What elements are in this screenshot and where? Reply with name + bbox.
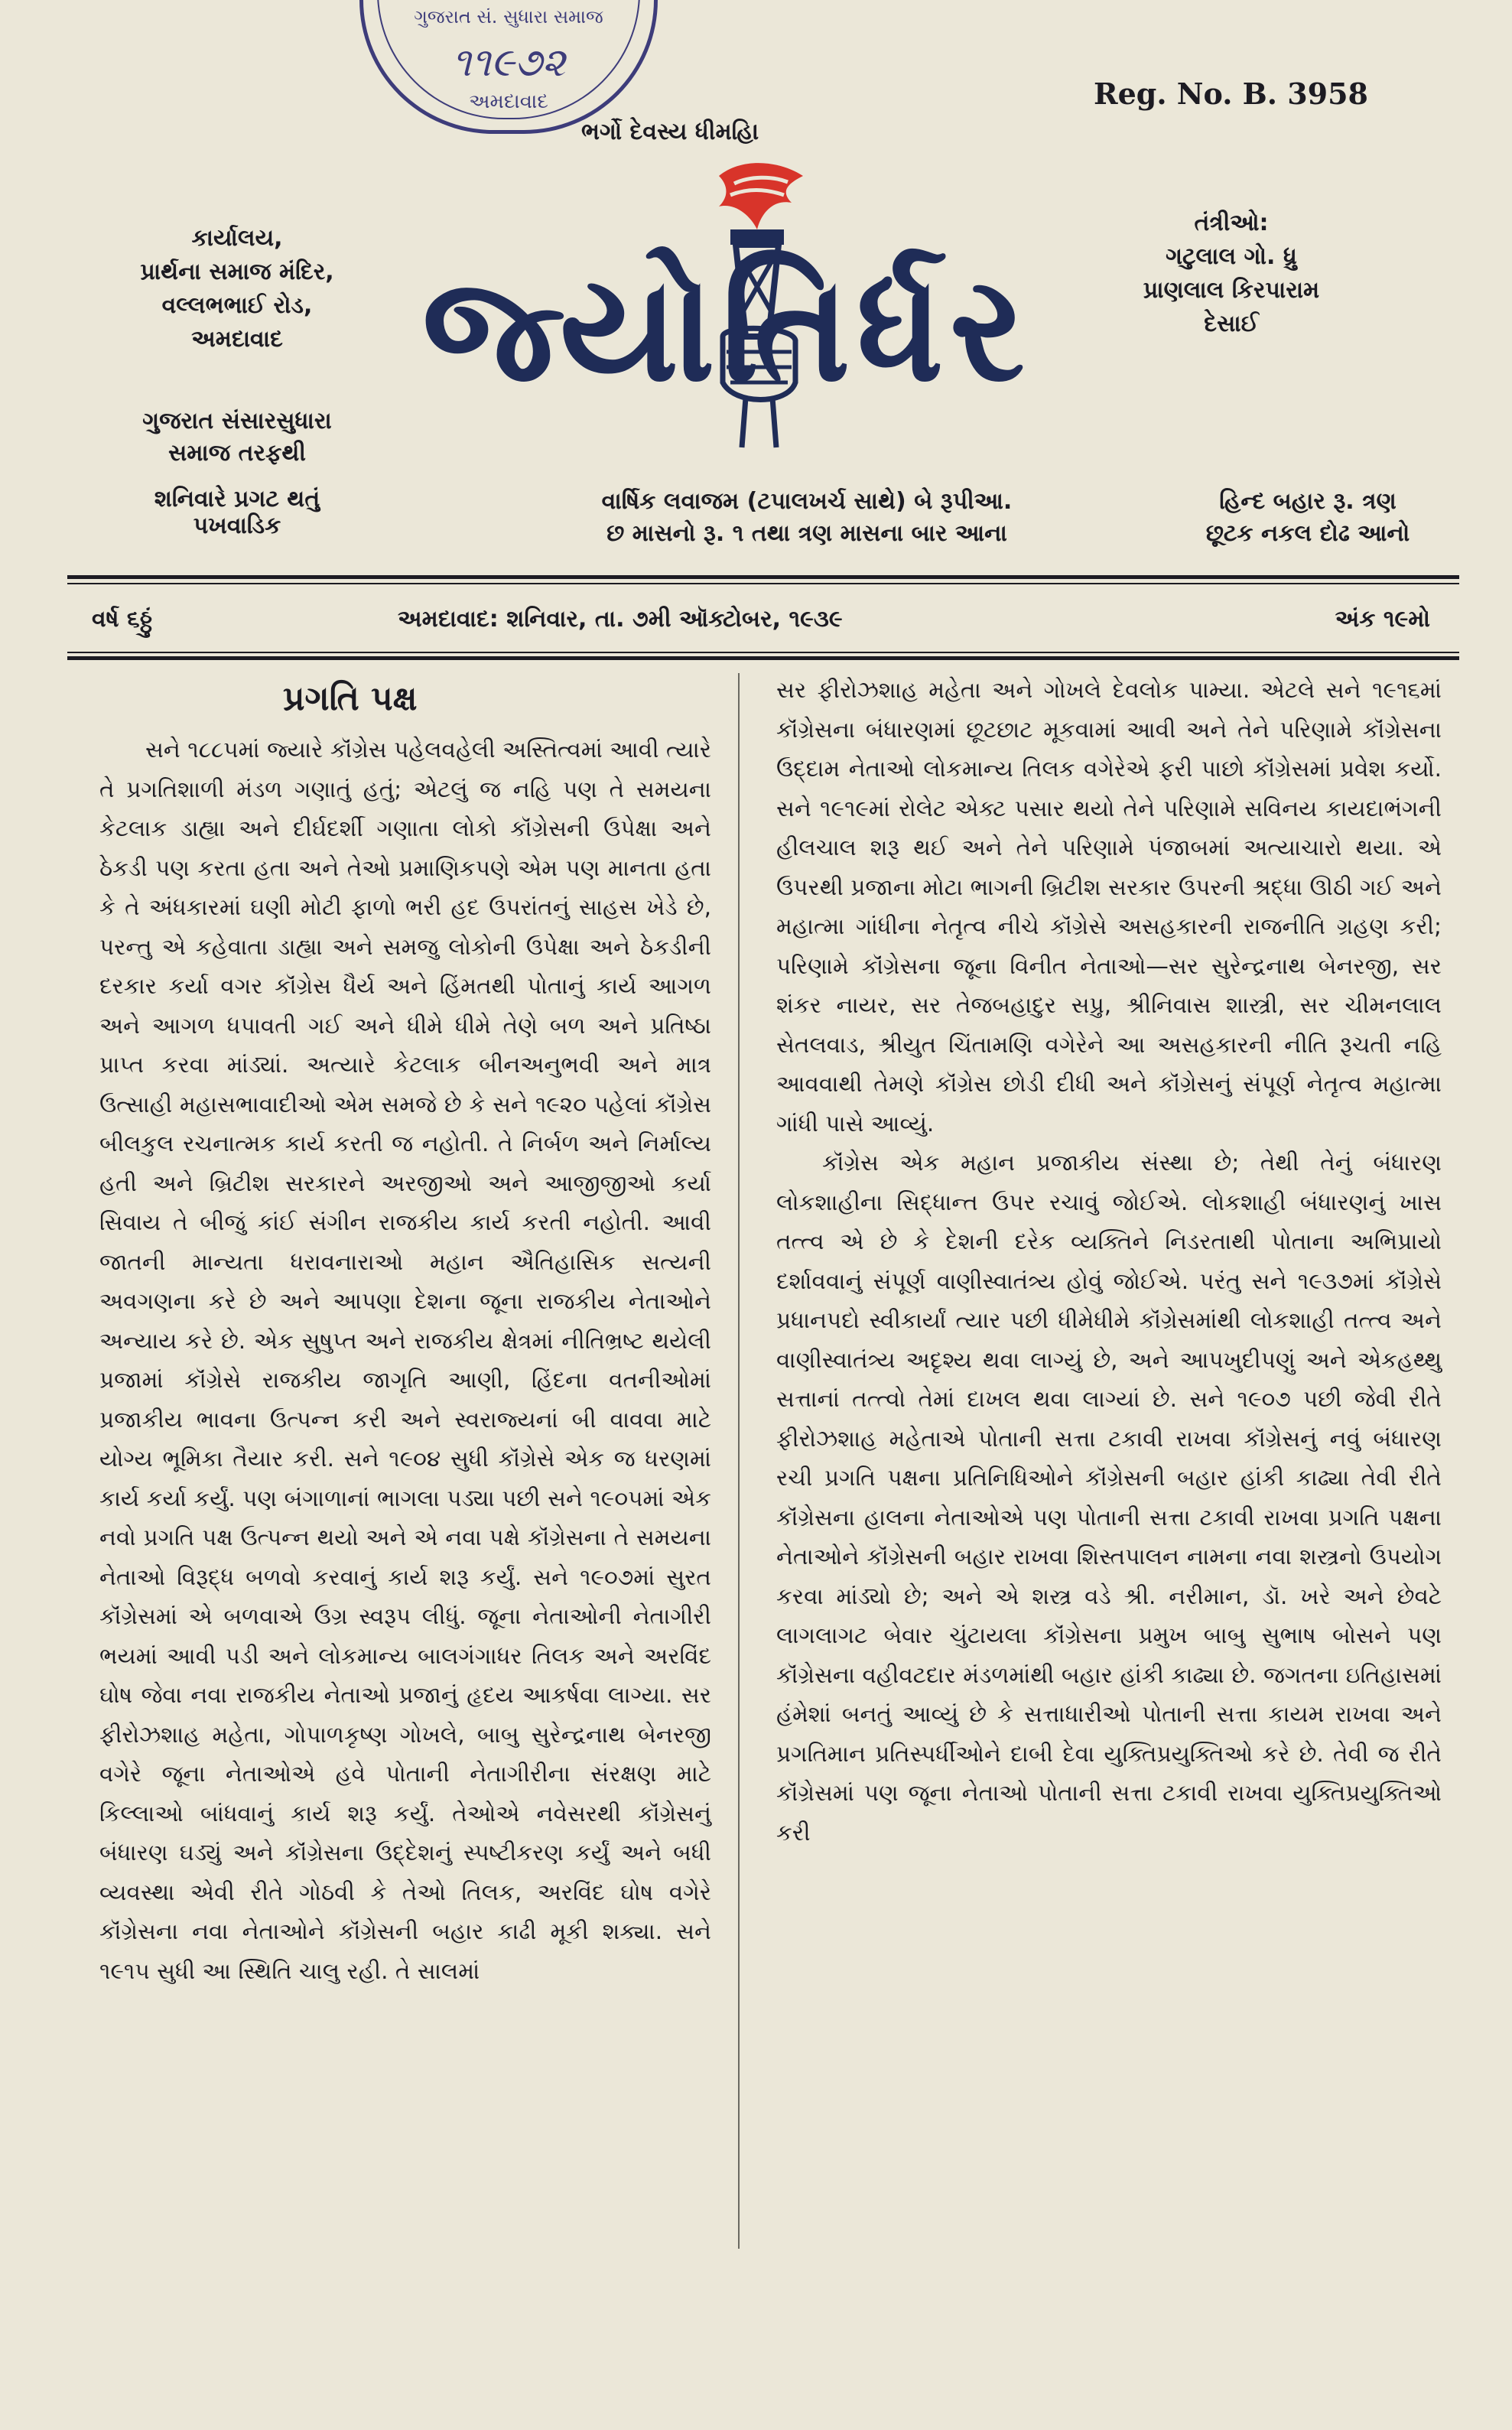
article-column-1 [99,730,711,1991]
library-stamp [359,0,658,134]
dateline-rule [67,656,1459,660]
stamp-top-text: ગુજરાત સં. સુધારા સમાજ [414,6,603,28]
newspaper-title: જ્યોતિર્ધર [421,245,1031,414]
office-address: કાર્યાલય, પ્રાર્થના સમાજ મંદિર, વલ્લભભાઈ રોડ, અમદાવાદ [140,225,334,353]
dateline-rule-thin [67,652,1459,653]
editors: તંત્રીઓ: ગટુલાલ ગો. ધ્રુ પ્રાણલાલ કિરપારામ દેસાઈ [1143,210,1320,337]
issue-date: અમદાવાદ: શનિવાર, તા. ૭મી ઑક્ટોબર, ૧૯૩૯ [398,606,843,633]
article-paragraph: સર ફીરોઝશાહ મહેતા અને ગોખલે દેવલોક પામ્યા. એટલે સને ૧૯૧૬માં કૉંગ્રેસના બંધારણમાં છૂટછાટ મૂકવામાં આવી અને તેને પરિણામે કૉંગ્રેસના ઉદ્દામ નેતાઓ લોકમાન્ય તિલક વગેરેએ ફરી પાછો કૉંગ્રેસમાં પ્રવેશ કર્યો. સને ૧૯૧૯માં રોલેટ એક્ટ પસાર થયો તેને પરિણામે સવિનય કાયદાભંગની હીલચાલ શરૂ થઈ અને તેને પરિણામે પંજાબમાં અત્યાચારો થયા. એ ઉપરથી પ્રજાના મોટા ભાગની બ્રિટીશ સરકાર ઉપરની શ્રદ્ધા ઊઠી ગઈ અને મહાત્મા ગાંધીના નેતૃત્વ નીચે કૉંગ્રેસે અસહકારની રાજનીતિ ગ્રહણ કરી; પરિણામે કૉંગ્રેસના જૂના વિનીત નેતાઓ—સર સુરેન્દ્રનાથ બેનરજી, સર શંકર નાયર, સર તેજબહાદુર સપ્રુ, શ્રીનિવાસ શાસ્ત્રી, સર ચીમનલાલ સેતલવાડ, શ્રીયુત ચિંતામણિ વગેરેને આ અસહકારની નીતિ રૂચતી નહિ આવવાથી તેમણે કૉંગ્રેસ છોડી દીધી અને કૉંગ્રેસનું સંપૂર્ણ નેતૃત્વ મહાત્મા ગાંધી પાસે આવ્યું. [776,677,1442,1137]
subscription-rates: વાર્ષિક લવાજમ (ટપાલખર્ચ સાથે) બે રૂપીઆ. છ માસનો રૂ. ૧ તથા ત્રણ માસના બાર આના [601,488,1013,547]
column-divider [738,673,740,2249]
article-column-2 [776,671,1442,1853]
article-title: પ્રગતિ પક્ષ [283,679,418,718]
article-paragraph: કૉંગ્રેસ એક મહાન પ્રજાકીય સંસ્થા છે; તેથી તેનું બંધારણ લોકશાહીના સિદ્ધાન્ત ઉપર રચાવું જોઈએ. લોકશાહી બંધારણનું ખાસ તત્ત્વ એ છે કે દેશની દરેક વ્યક્તિને નિડરતાથી પોતાના અભિપ્રાયો દર્શાવવાનું સંપૂર્ણ વાણીસ્વાતંત્ર્ય હોવું જોઈએ. પરંતુ સને ૧૯૩૭માં કૉંગ્રેસે પ્રધાનપદો સ્વીકાર્યાં ત્યાર પછી ધીમેધીમે કૉંગ્રેસમાંથી લોકશાહી તત્ત્વ અને વાણીસ્વાતંત્ર્ય અદૃશ્ય થવા લાગ્યું છે, અને આપખુદીપણું અને એકહથ્થુ સત્તાનાં તત્ત્વો તેમાં દાખલ થવા લાગ્યાં છે. સને ૧૯૦૭ પછી જેવી રીતે ફીરોઝશાહ મહેતાએ પોતાની સત્તા ટકાવી રાખવા કૉંગ્રેસનું નવું બંધારણ રચી પ્રગતિ પક્ષના પ્રતિનિધિઓને કૉંગ્રેસની બહાર હાંકી કાઢ્યા તેવી રીતે કૉંગ્રેસના હાલના નેતાઓએ પણ પોતાની સત્તા ટકાવી રાખવા પ્રગતિ પક્ષના નેતાઓને કૉંગ્રેસની બહાર રાખવા શિસ્તપાલન નામના નવા શસ્ત્રનો ઉપયોગ કરવા માંડ્યો છે; અને એ શસ્ત્ર વડે શ્રી. નરીમાન, ડૉ. ખરે અને છેવટે લાગલાગટ બેવાર ચુંટાયલા કૉંગ્રેસના પ્રમુખ બાબુ સુભાષ બોસને પણ કૉંગ્રેસના વહીવટદાર મંડળમાંથી બહાર હાંકી કાઢ્યા છે. જગતના ઇતિહાસમાં હંમેશાં બનતું આવ્યું છે કે સત્તાધારીઓ પોતાની સત્તા કાયમ રાખવા અને પ્રગતિમાન પ્રતિસ્પર્ધીઓને દાબી દેવા યુક્તિપ્રયુક્તિઓ કરે છે. તેવી જ રીતે કૉંગ્રેસમાં પણ જૂના નેતાઓ પોતાની સત્તા ટકાવી રાખવા યુક્તિપ્રયુક્તિઓ કરી [776,1150,1442,1846]
publisher: ગુજરાત સંસારસુધારા સમાજ તરફથી [142,408,332,467]
stamp-number: ૧૧૯૭૨ [451,40,566,86]
volume-year: વર્ષ ૬ઠ્ઠું [92,606,152,633]
issue-number: અંક ૧૯મો [1335,606,1430,633]
masthead-rule-top-thin [67,583,1459,584]
frequency: શનિવારે પ્રગટ થતું પખવાડિક [154,486,320,539]
masthead-rule-top [67,575,1459,579]
registration-number: Reg. No. B. 3958 [1094,76,1368,111]
motto: ભર્ગો દેવસ્ય ધીમહિ। [581,119,759,145]
stamp-city: અમદાવાદ [469,90,548,113]
article-paragraph: સને ૧૮૮૫માં જ્યારે કૉંગ્રેસ પહેલવહેલી અસ્તિત્વમાં આવી ત્યારે તે પ્રગતિશાળી મંડળ ગણાતું હતું; એટલું જ નહિ પણ તે સમયના કેટલાક ડાહ્યા અને દીર્ઘદર્શી ગણાતા લોકો કૉંગ્રેસની ઉપેક્ષા અને ઠેકડી પણ કરતા હતા અને તેઓ પ્રમાણિકપણે એમ પણ માનતા હતા કે તે અંધકારમાં ઘણી મોટી ફાળો ભરી હદ ઉપરાંતનું સાહસ ખેડે છે, પરન્તુ એ કહેવાતા ડાહ્યા અને સમજુ લોકોની ઉપેક્ષા અને ઠેકડીની દરકાર કર્યા વગર કૉંગ્રેસ ધૈર્ય અને હિંમતથી પોતાનું કાર્ય આગળ અને આગળ ધપાવતી ગઈ અને ધીમે ધીમે તેણે બળ અને પ્રતિષ્ઠા પ્રાપ્ત કરવા માંડ્યાં. અત્યારે કેટલાક બીનઅનુભવી અને માત્ર ઉત્સાહી મહાસભાવાદીઓ એમ સમજે છે કે સને ૧૯૨૦ પહેલાં કૉંગ્રેસ બીલકુલ રચનાત્મક કાર્ય કરતી જ નહોતી. તે નિર્બળ અને નિર્માલ્ય હતી અને બ્રિટીશ સરકારને અરજીઓ અને આજીજીઓ કર્યા સિવાય તે બીજું કાંઈ સંગીન રાજકીય કાર્ય કરતી નહોતી. આવી જાતની માન્યતા ધરાવનારાઓ મહાન ઐતિહાસિક સત્યની અવગણના કરે છે અને આપણા દેશના જૂના રાજકીય નેતાઓને અન્યાય કરે છે. એક સુષુપ્ત અને રાજકીય ક્ષેત્રમાં નીતિભ્રષ્ટ થયેલી પ્રજામાં કૉંગ્રેસે રાજકીય જાગૃતિ આણી, હિંદના વતનીઓમાં પ્રજાકીય ભાવના ઉત્પન્ન કરી અને સ્વરાજ્યનાં બી વાવવા માટે યોગ્ય ભૂમિકા તૈયાર કરી. સને ૧૯૦૪ સુધી કૉંગ્રેસે એક જ ધરણમાં કાર્ય કર્યા કર્યું. પણ બંગાળાનાં ભાગલા પડ્યા પછી સને ૧૯૦૫માં એક નવો પ્રગતિ પક્ષ ઉત્પન્ન થયો અને એ નવા પક્ષે કૉંગ્રેસના તે સમયના નેતાઓ વિરૂદ્ધ બળવો કરવાનું કાર્ય શરૂ કર્યું. સને ૧૯૦૭માં સુરત કૉંગ્રેસમાં એ બળવાએ ઉગ્ર સ્વરૂપ લીધું. જૂના નેતાઓની નેતાગીરી ભયમાં આવી પડી અને લોકમાન્ય બાલગંગાધર તિલક અને અરવિંદ ઘોષ જેવા નવા રાજકીય નેતાઓ પ્રજાનું હૃદય આકર્ષવા લાગ્યા. સર ફીરોઝશાહ મહેતા, ગોપાળકૃષ્ણ ગોખલે, બાબુ સુરેન્દ્રનાથ બેનરજી વગેરે જૂના નેતાઓએ હવે પોતાની નેતાગીરીના સંરક્ષણ માટે કિલ્લાઓ બાંધવાનું કાર્ય શરૂ કર્યું. તેઓએ નવેસરથી કૉંગ્રેસનું બંધારણ ઘડ્યું અને કૉંગ્રેસના ઉદ્દેશનું સ્પષ્ટીકરણ કર્યું અને બધી વ્યવસ્થા એવી રીતે ગોઠવી કે તેઓ તિલક, અરવિંદ ઘોષ વગેરે કૉંગ્રેસના નવા નેતાઓને કૉંગ્રેસની બહાર કાઢી મૂકી શક્યા. સને ૧૯૧૫ સુધી આ સ્થિતિ ચાલુ રહી. તે સાલમાં [99,737,711,1984]
foreign-rates: હિન્દ બહાર રૂ. ત્રણ છૂટક નકલ દોઢ આનો [1205,488,1410,547]
